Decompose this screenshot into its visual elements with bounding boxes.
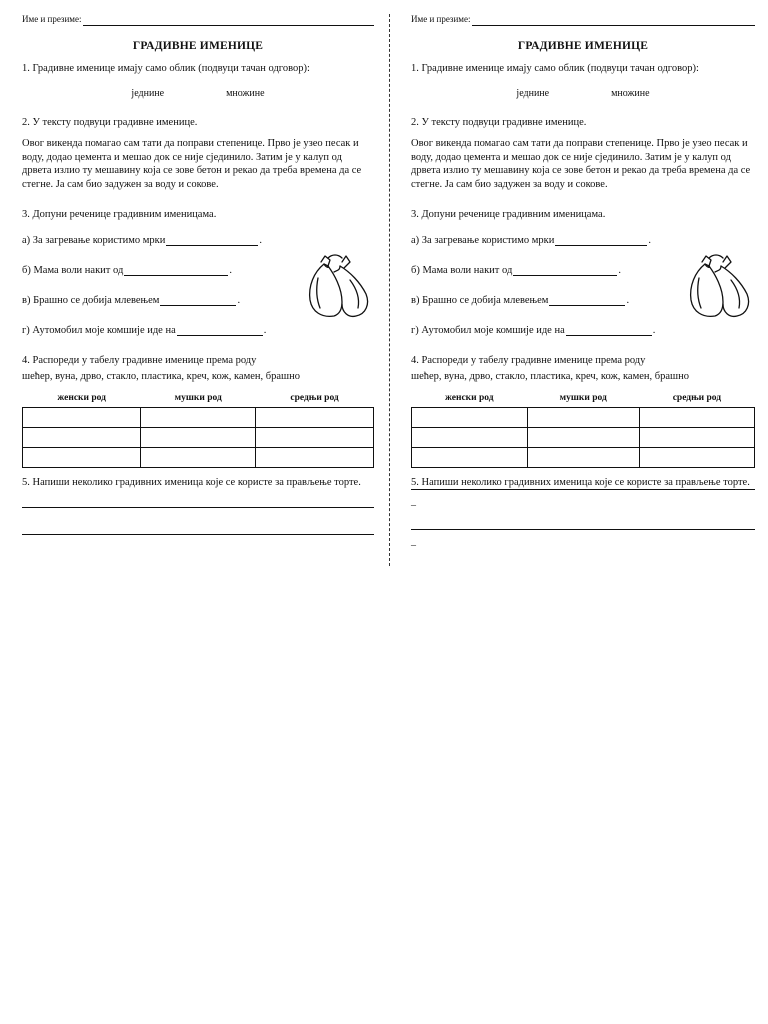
fill-blank[interactable] xyxy=(166,234,258,246)
fill-blank[interactable] xyxy=(566,324,652,336)
flour-bag-icon xyxy=(304,248,374,320)
table-cell[interactable] xyxy=(412,408,528,428)
table-cell[interactable] xyxy=(527,448,639,468)
flour-bag-icon xyxy=(685,248,755,320)
question-4-words: шећер, вуна, дрво, стакло, пластика, креч, кож, камен, брашно xyxy=(411,371,689,383)
line-end-dash: _ xyxy=(411,496,416,508)
question-4: 4. Распореди у табелу градивне именице према роду xyxy=(411,355,646,367)
gender-table xyxy=(411,392,755,468)
worksheet-right xyxy=(411,14,755,547)
table-row xyxy=(412,408,755,428)
question-3-items xyxy=(22,234,374,354)
fill-item-text: б) Мама воли накит од xyxy=(411,265,513,277)
name-label: Име и презиме: xyxy=(411,14,471,24)
fill-item-end: . xyxy=(618,265,621,277)
table-row xyxy=(23,408,374,428)
fill-item-text: в) Брашно се добија млевењем xyxy=(411,295,549,307)
question-2-text[interactable]: Овог викенда помагао сам тати да поправи степенице. Прво је узео песак и воду, додао цемента и мешао док се није сјединило. Затим је у калуп од дрвета излио ту мешавину која се зове бетон и рекао да треба времена да се стегне. Ја сам био задужен за воду и сокове. xyxy=(411,138,751,190)
line-end-dash: _ xyxy=(411,536,416,548)
table-row xyxy=(23,448,374,468)
cut-line xyxy=(389,14,390,566)
question-2-text[interactable]: Овог викенда помагао сам тати да поправи степенице. Прво је узео песак и воду, додао цемента и мешао док се није сјединило. Затим је у калуп од дрвета излио ту мешавину која се зове бетон и рекао да треба времена да се стегне. Ја сам био задужен за воду и сокове. xyxy=(22,138,362,190)
page-title: ГРАДИВНЕ ИМЕНИЦЕ xyxy=(517,40,649,52)
question-3: 3. Допуни реченице градивним именицама. xyxy=(411,209,606,221)
fill-item-end: . xyxy=(648,235,652,247)
answer-line[interactable] xyxy=(22,489,374,508)
fill-item-text: г) Аутомобил моје комшије иде на xyxy=(22,325,176,337)
name-label: Име и презиме: xyxy=(22,14,82,24)
table-cell[interactable] xyxy=(23,448,141,468)
header-feminine: женски род xyxy=(412,392,528,408)
option-singular[interactable]: једнине xyxy=(131,88,165,99)
fill-item-end: . xyxy=(652,325,656,337)
table-cell[interactable] xyxy=(256,408,374,428)
table-cell[interactable] xyxy=(256,448,374,468)
table-row xyxy=(23,428,374,448)
fill-blank[interactable] xyxy=(555,234,647,246)
header-masculine: мушки род xyxy=(141,392,256,408)
fill-item-end: . xyxy=(259,235,263,247)
question-1: 1. Градивне именице имају само облик (подвуци тачан одговор): xyxy=(22,63,310,74)
answer-line[interactable] xyxy=(411,529,755,547)
table-cell[interactable] xyxy=(639,448,754,468)
option-plural[interactable]: множине xyxy=(226,88,265,99)
fill-item-text: б) Мама воли накит од xyxy=(22,265,124,277)
name-field[interactable] xyxy=(22,14,374,26)
question-4-words: шећер, вуна, дрво, стакло, пластика, креч, кож, камен, брашно xyxy=(22,371,300,383)
fill-blank[interactable] xyxy=(549,294,625,306)
fill-item-text: г) Аутомобил моје комшије иде на xyxy=(411,325,565,337)
question-2: 2. У тексту подвуци градивне именице. xyxy=(411,117,587,128)
table-cell[interactable] xyxy=(23,408,141,428)
header-neuter: средњи род xyxy=(256,392,374,408)
table-cell[interactable] xyxy=(256,428,374,448)
table-cell[interactable] xyxy=(141,408,256,428)
question-1-options xyxy=(411,87,755,100)
header-feminine: женски род xyxy=(23,392,141,408)
table-cell[interactable] xyxy=(639,408,754,428)
option-singular[interactable]: једнине xyxy=(516,88,550,99)
question-5: 5. Напиши неколико градивних именица које се користе за прављење торте. xyxy=(22,477,361,489)
header-neuter: средњи род xyxy=(639,392,754,408)
fill-item-text: а) За загревање користимо мрки xyxy=(22,235,166,247)
name-field[interactable] xyxy=(411,14,755,26)
fill-blank[interactable] xyxy=(513,264,617,276)
answer-line[interactable] xyxy=(22,508,374,535)
question-3-items xyxy=(411,234,755,354)
fill-item-text: в) Брашно се добија млевењем xyxy=(22,295,160,307)
page-title: ГРАДИВНЕ ИМЕНИЦЕ xyxy=(132,40,264,52)
worksheet-left xyxy=(22,14,374,535)
fill-item xyxy=(22,324,374,354)
question-1-options xyxy=(22,87,374,100)
name-blank[interactable] xyxy=(472,16,756,26)
fill-blank[interactable] xyxy=(160,294,236,306)
gender-table xyxy=(22,392,374,468)
table-cell[interactable] xyxy=(527,408,639,428)
table-cell[interactable] xyxy=(141,448,256,468)
option-plural[interactable]: множине xyxy=(611,88,650,99)
question-4: 4. Распореди у табелу градивне именице према роду xyxy=(22,355,257,367)
header-masculine: мушки род xyxy=(527,392,639,408)
fill-item-end: . xyxy=(237,295,241,307)
table-cell[interactable] xyxy=(23,428,141,448)
table-cell[interactable] xyxy=(412,448,528,468)
question-3: 3. Допуни реченице градивним именицама. xyxy=(22,209,217,221)
table-cell[interactable] xyxy=(527,428,639,448)
table-cell[interactable] xyxy=(412,428,528,448)
question-2: 2. У тексту подвуци градивне именице. xyxy=(22,117,198,128)
fill-item-end: . xyxy=(626,295,630,307)
table-cell[interactable] xyxy=(639,428,754,448)
question-1: 1. Градивне именице имају само облик (подвуци тачан одговор): xyxy=(411,63,699,74)
table-row xyxy=(412,448,755,468)
fill-blank[interactable] xyxy=(177,324,263,336)
fill-blank[interactable] xyxy=(124,264,228,276)
fill-item-end: . xyxy=(263,325,267,337)
fill-item xyxy=(411,324,755,354)
table-cell[interactable] xyxy=(141,428,256,448)
fill-item-end: . xyxy=(229,265,232,277)
table-row xyxy=(412,428,755,448)
question-5: 5. Напиши неколико градивних именица које се користе за прављење торте. xyxy=(411,477,750,489)
answer-line[interactable] xyxy=(411,489,755,507)
fill-item-text: а) За загревање користимо мрки xyxy=(411,235,555,247)
name-blank[interactable] xyxy=(83,16,375,26)
